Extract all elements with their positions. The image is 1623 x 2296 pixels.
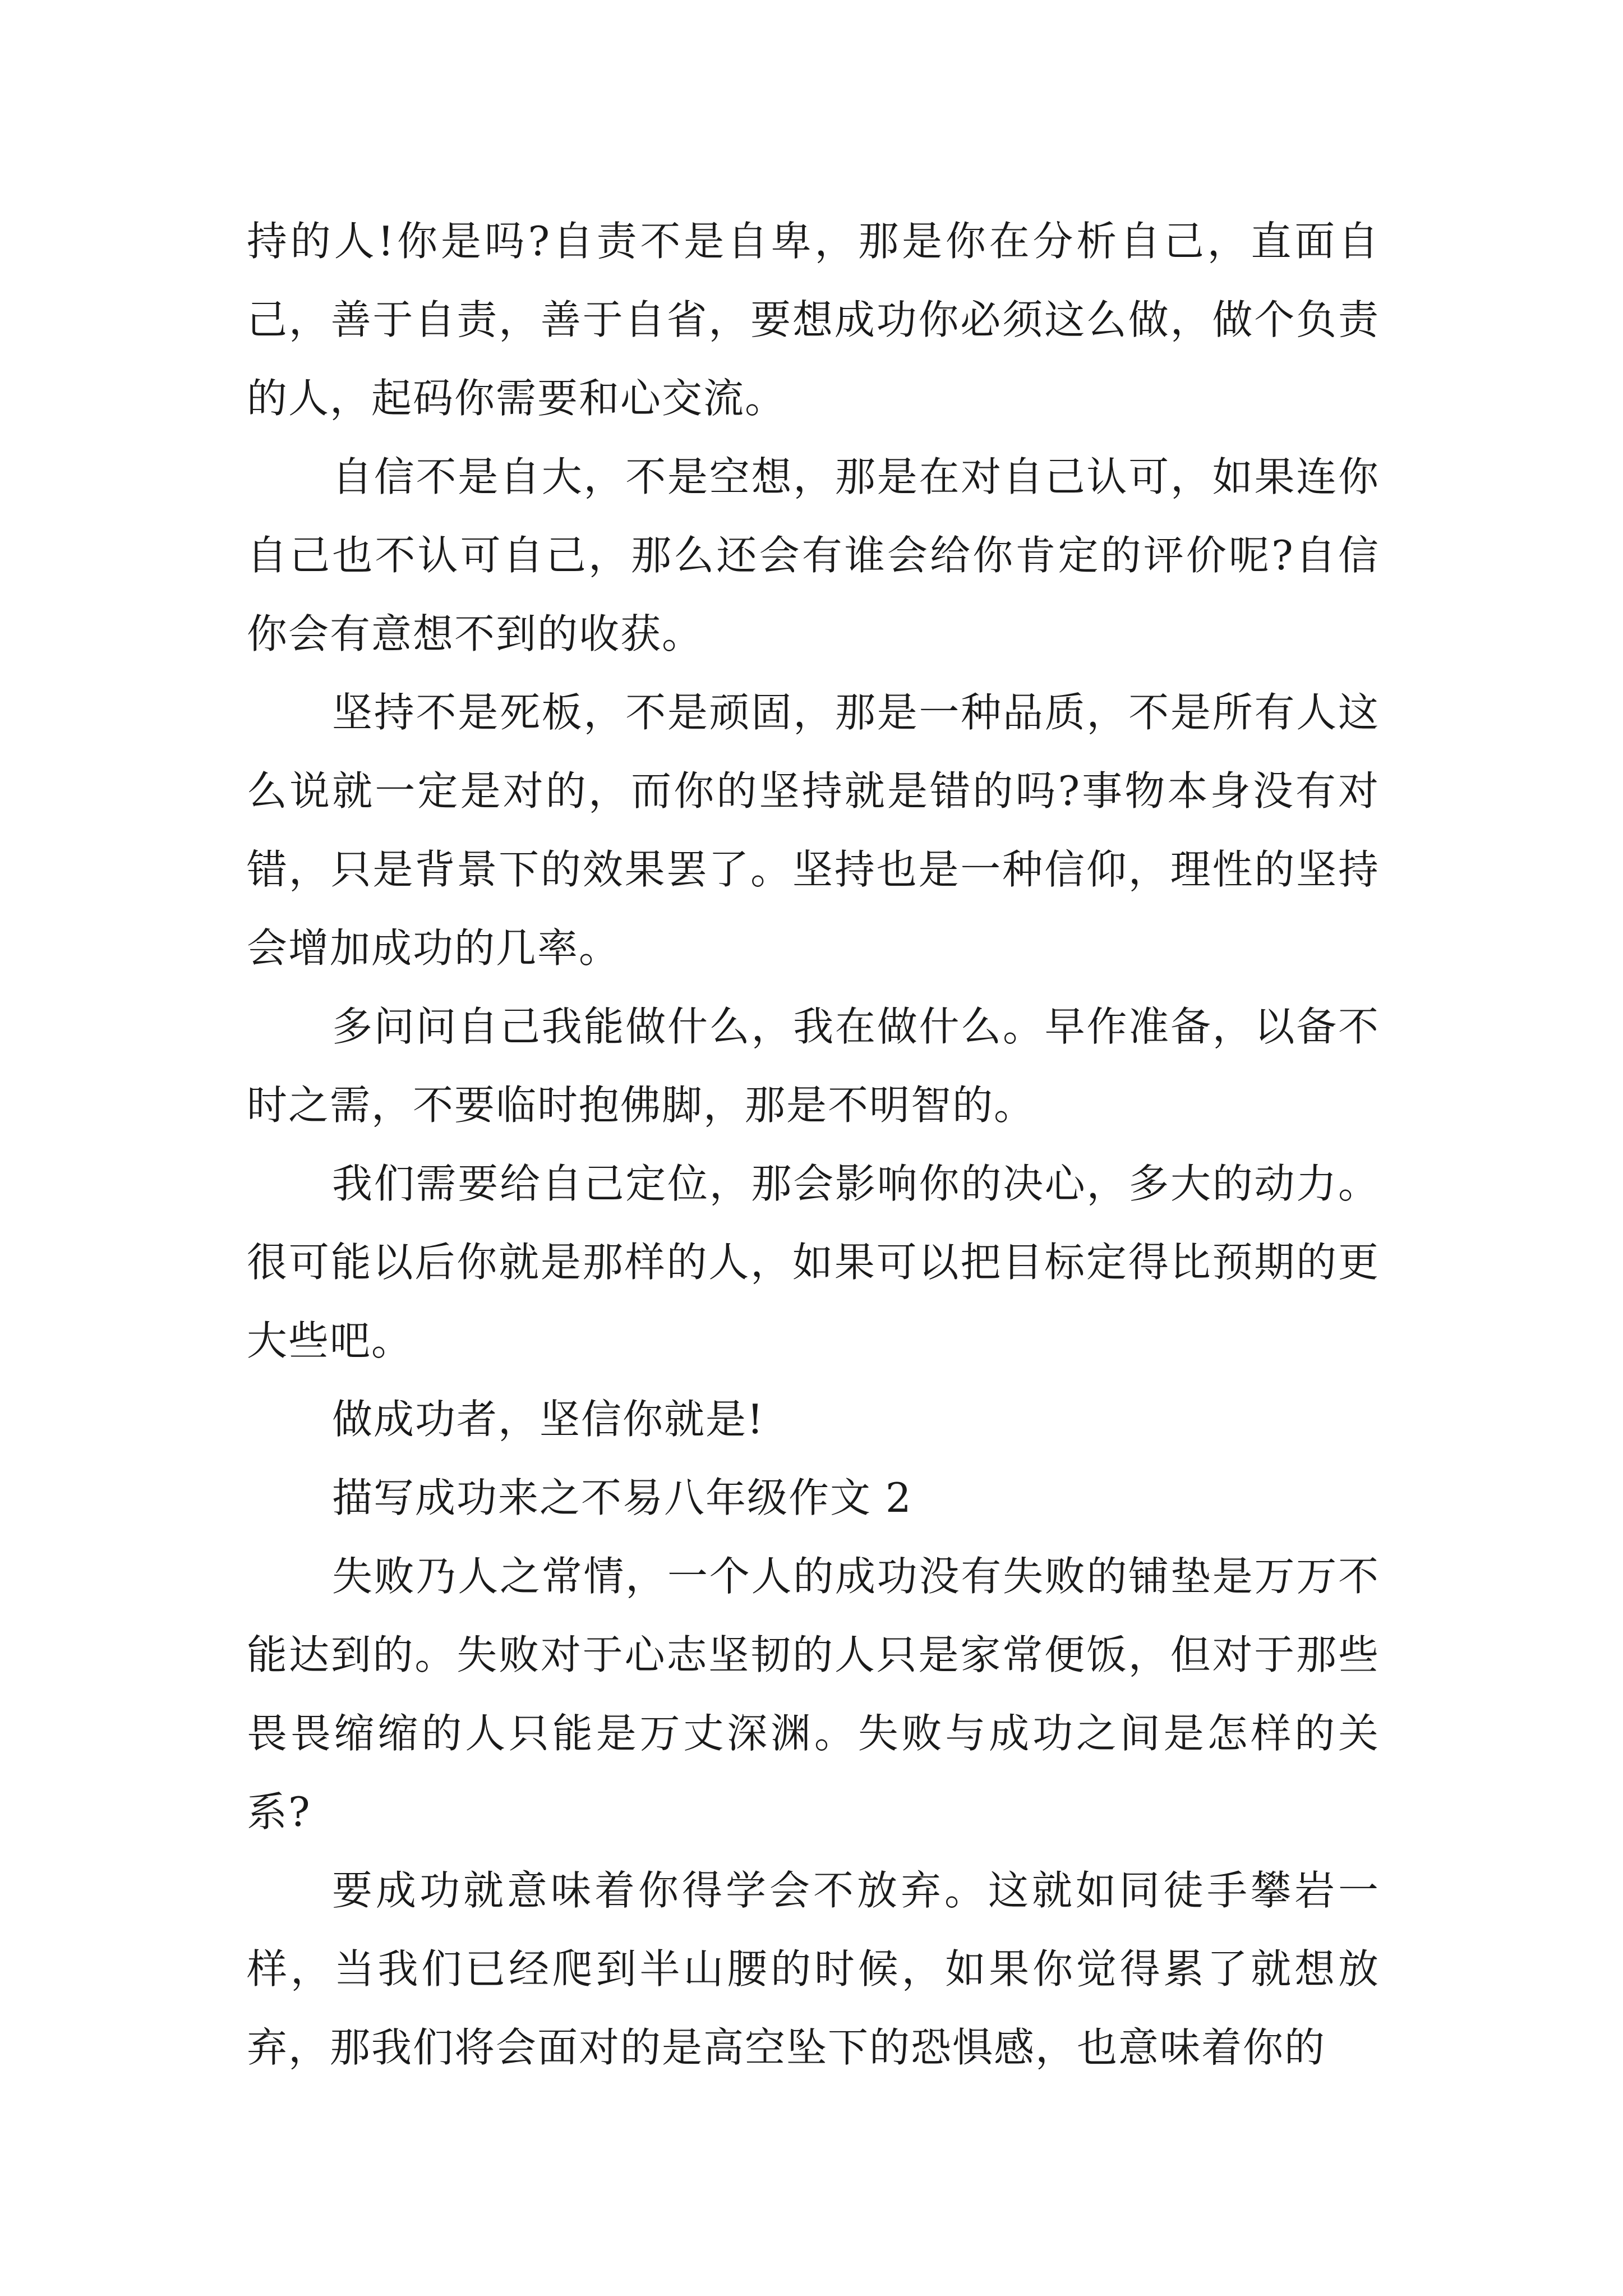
paragraph: 失败乃人之常情，一个人的成功没有失败的铺垫是万万不能达到的。失败对于心志坚韧的人只是家常便饭，但对于那些畏畏缩缩的人只能是万丈深渊。失败与成功之间是怎样的关系? [247, 1553, 1380, 1835]
paragraph: 坚持不是死板，不是顽固，那是一种品质，不是所有人这么说就一定是对的，而你的坚持就是错的吗?事物本身没有对错，只是背景下的效果罢了。坚持也是一种信仰，理性的坚持会增加成功的几率。 [247, 689, 1380, 972]
paragraph: 做成功者，坚信你就是! [332, 1396, 764, 1443]
document-body [247, 202, 1380, 2087]
paragraph: 要成功就意味着你得学会不放弃。这就如同徒手攀岩一样，当我们已经爬到半山腰的时候，如果你觉得累了就想放弃，那我们将会面对的是高空坠下的恐惧感，也意味着你的 [247, 1867, 1380, 2071]
paragraph: 持的人!你是吗?自责不是自卑，那是你在分析自己，直面自己，善于自责，善于自省，要想成功你必须这么做，做个负责的人，起码你需要和心交流。 [247, 218, 1380, 422]
section-title: 描写成功来之不易八年级作文 2 [332, 1474, 912, 1521]
paragraph: 多问问自己我能做什么，我在做什么。早作准备，以备不时之需，不要临时抱佛脚，那是不明智的。 [247, 1003, 1380, 1129]
paragraph: 自信不是自大，不是空想，那是在对自己认可，如果连你自己也不认可自己，那么还会有谁会给你肯定的评价呢?自信你会有意想不到的收获。 [247, 453, 1380, 657]
paragraph: 我们需要给自己定位，那会影响你的决心，多大的动力。很可能以后你就是那样的人，如果可以把目标定得比预期的更大些吧。 [247, 1160, 1380, 1364]
